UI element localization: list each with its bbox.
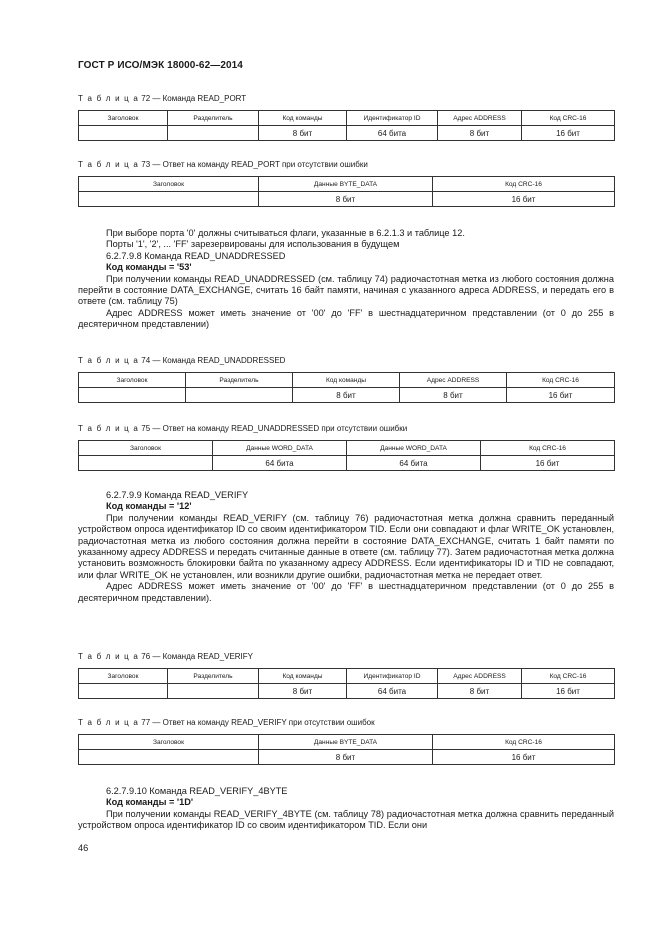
header-cell: Адрес ADDRESS xyxy=(438,111,522,126)
table-cell: 8 бит xyxy=(438,684,522,699)
table-cell: 8 бит xyxy=(259,684,347,699)
table-cell xyxy=(79,126,168,141)
table-cell: 8 бит xyxy=(259,750,433,765)
table-cell: 8 бит xyxy=(259,126,347,141)
command-code: Код команды = '1D' xyxy=(106,797,194,808)
header-cell: Заголовок xyxy=(79,735,259,750)
paragraph: Адрес ADDRESS может иметь значение от '00' до 'FF' в шестнадцатеричном представлении (от 0 до 255 в десятеричном представлении). xyxy=(78,581,614,603)
table-caption-text: 77 — Ответ на команду READ_VERIFY при отсутствии ошибок xyxy=(141,718,375,727)
header-cell: Код CRC-16 xyxy=(433,177,615,192)
table-cell: 8 бит xyxy=(400,388,507,403)
table-cell xyxy=(79,456,213,471)
table-header-row xyxy=(79,441,615,456)
table-cell xyxy=(79,684,168,699)
table-cell: 8 бит xyxy=(259,192,433,207)
table-label: Т а б л и ц а xyxy=(78,356,140,365)
table-label: Т а б л и ц а xyxy=(78,718,140,727)
section-read-unaddressed xyxy=(78,228,614,331)
table-77 xyxy=(78,734,615,765)
table-cell xyxy=(79,750,259,765)
header-cell: Данные WORD_DATA xyxy=(213,441,347,456)
table-72 xyxy=(78,110,615,141)
table-cell: 16 бит xyxy=(522,126,615,141)
header-cell: Код CRC-16 xyxy=(481,441,615,456)
table-76 xyxy=(78,668,615,699)
table-cell: 16 бит xyxy=(522,684,615,699)
header-cell: Код CRC-16 xyxy=(433,735,615,750)
section-read-verify xyxy=(78,490,614,604)
table-73 xyxy=(78,176,615,207)
table-74-caption xyxy=(78,356,285,365)
header-cell: Заголовок xyxy=(79,373,186,388)
page-number: 46 xyxy=(78,843,89,853)
header-cell: Заголовок xyxy=(79,669,168,684)
section-heading: 6.2.7.9.9 Команда READ_VERIFY xyxy=(106,490,249,500)
header-cell: Адрес ADDRESS xyxy=(438,669,522,684)
header-cell: Разделитель xyxy=(186,373,293,388)
table-header-row xyxy=(79,735,615,750)
table-74 xyxy=(78,372,615,403)
table-cell: 8 бит xyxy=(293,388,400,403)
paragraph: При получении команды READ_VERIFY_4BYTE (см. таблицу 78) радиочастотная метка должна сравнить переданный устройством опроса идентификатор ID со своим идентификатором TID. Если они xyxy=(78,808,614,831)
section-heading: 6.2.7.9.10 Команда READ_VERIFY_4BYTE xyxy=(106,786,288,796)
header-cell: Данные BYTE_DATA xyxy=(259,177,433,192)
header-cell: Данные BYTE_DATA xyxy=(259,735,433,750)
header-cell: Данные WORD_DATA xyxy=(347,441,481,456)
table-caption-text: 76 — Команда READ_VERIFY xyxy=(141,652,253,661)
table-cell xyxy=(79,388,186,403)
table-73-caption xyxy=(78,160,368,169)
header-cell: Разделитель xyxy=(168,669,259,684)
header-cell: Заголовок xyxy=(79,111,168,126)
table-cell xyxy=(186,388,293,403)
table-76-caption xyxy=(78,652,253,661)
table-cell: 64 бита xyxy=(347,684,438,699)
paragraph: При получении команды READ_VERIFY (см. таблицу 76) радиочастотная метка должна сравнить переданный устройством опроса идентификатор ID со своим идентификатором TID. Если они совпадают и флаг WRITE_OK установлен, радиочастотная метка из любого состояния должна перейти в состояние DATA_EXCHANGE, считать 1 байт памяти по указанному адресу ADDRESS и передать считанные данные в ответе (см. таблицу 77). Затем радиочастотная метка должна установить возможность блокировки байта по указанному адресу ADDRESS. Если идентификаторы ID и TID не совпадают, или флаг WRITE_OK не установлен, или возникли другие ошибки, радиочастотная метка не передает ответ. xyxy=(78,512,614,580)
table-caption-text: 72 — Команда READ_PORT xyxy=(141,94,247,103)
header-cell: Идентификатор ID xyxy=(347,111,438,126)
header-cell: Адрес ADDRESS xyxy=(400,373,507,388)
paragraph: При получении команды READ_UNADDRESSED (см. таблицу 74) радиочастотная метка из любого состояния должна перейти в состояние DATA_EXCHANGE, считать 16 байт памяти, начиная с указанного адреса ADDRESS, и передать его в ответе (см. таблицу 75) xyxy=(78,273,614,307)
table-row xyxy=(79,192,615,207)
table-cell: 16 бит xyxy=(433,192,615,207)
header-cell: Идентификатор ID xyxy=(347,669,438,684)
table-caption-text: 75 — Ответ на команду READ_UNADDRESSED при отсутствии ошибки xyxy=(141,424,408,433)
table-header-row xyxy=(79,177,615,192)
table-row xyxy=(79,750,615,765)
table-75 xyxy=(78,440,615,471)
command-code: Код команды = '12' xyxy=(106,501,192,512)
section-heading: 6.2.7.9.8 Команда READ_UNADDRESSED xyxy=(106,250,286,261)
table-cell: 16 бит xyxy=(507,388,615,403)
header-cell: Разделитель xyxy=(168,111,259,126)
table-cell: 16 бит xyxy=(481,456,615,471)
header-cell: Код команды xyxy=(259,111,347,126)
table-row xyxy=(79,388,615,403)
table-caption-text: 73 — Ответ на команду READ_PORT при отсутствии ошибки xyxy=(141,160,368,169)
table-cell xyxy=(168,684,259,699)
table-cell xyxy=(79,192,259,207)
table-cell: 8 бит xyxy=(438,126,522,141)
header-cell: Код команды xyxy=(259,669,347,684)
table-cell: 64 бита xyxy=(347,126,438,141)
header-cell: Код CRC-16 xyxy=(507,373,615,388)
paragraph: Адрес ADDRESS может иметь значение от '00' до 'FF' в шестнадцатеричном представлении (от 0 до 255 в десятеричном представлении) xyxy=(78,307,614,330)
table-caption-text: 74 — Команда READ_UNADDRESSED xyxy=(141,356,286,365)
table-label: Т а б л и ц а xyxy=(78,160,140,169)
command-code: Код команды = '53' xyxy=(106,262,192,273)
table-header-row xyxy=(79,111,615,126)
table-label: Т а б л и ц а xyxy=(78,424,140,433)
header-cell: Код команды xyxy=(293,373,400,388)
table-cell xyxy=(168,126,259,141)
table-row xyxy=(79,126,615,141)
paragraph: Порты '1', '2', ... 'FF' зарезервированы для использования в будущем xyxy=(106,239,400,250)
table-header-row xyxy=(79,669,615,684)
standard-header: ГОСТ Р ИСО/МЭК 18000-62—2014 xyxy=(78,60,243,71)
table-label: Т а б л и ц а xyxy=(78,652,140,661)
header-cell: Код CRC-16 xyxy=(522,111,615,126)
table-row xyxy=(79,456,615,471)
header-cell: Заголовок xyxy=(79,441,213,456)
table-75-caption xyxy=(78,424,407,433)
header-cell: Заголовок xyxy=(79,177,259,192)
section-read-verify-4byte xyxy=(78,786,614,832)
table-77-caption xyxy=(78,718,375,727)
table-cell: 16 бит xyxy=(433,750,615,765)
paragraph: При выборе порта '0' должны считываться флаги, указанные в 6.2.1.3 и таблице 12. xyxy=(106,228,465,238)
table-72-caption xyxy=(78,94,246,103)
table-row xyxy=(79,684,615,699)
table-cell: 64 бита xyxy=(347,456,481,471)
header-cell: Код CRC-16 xyxy=(522,669,615,684)
table-header-row xyxy=(79,373,615,388)
table-cell: 64 бита xyxy=(213,456,347,471)
table-label: Т а б л и ц а xyxy=(78,94,140,103)
